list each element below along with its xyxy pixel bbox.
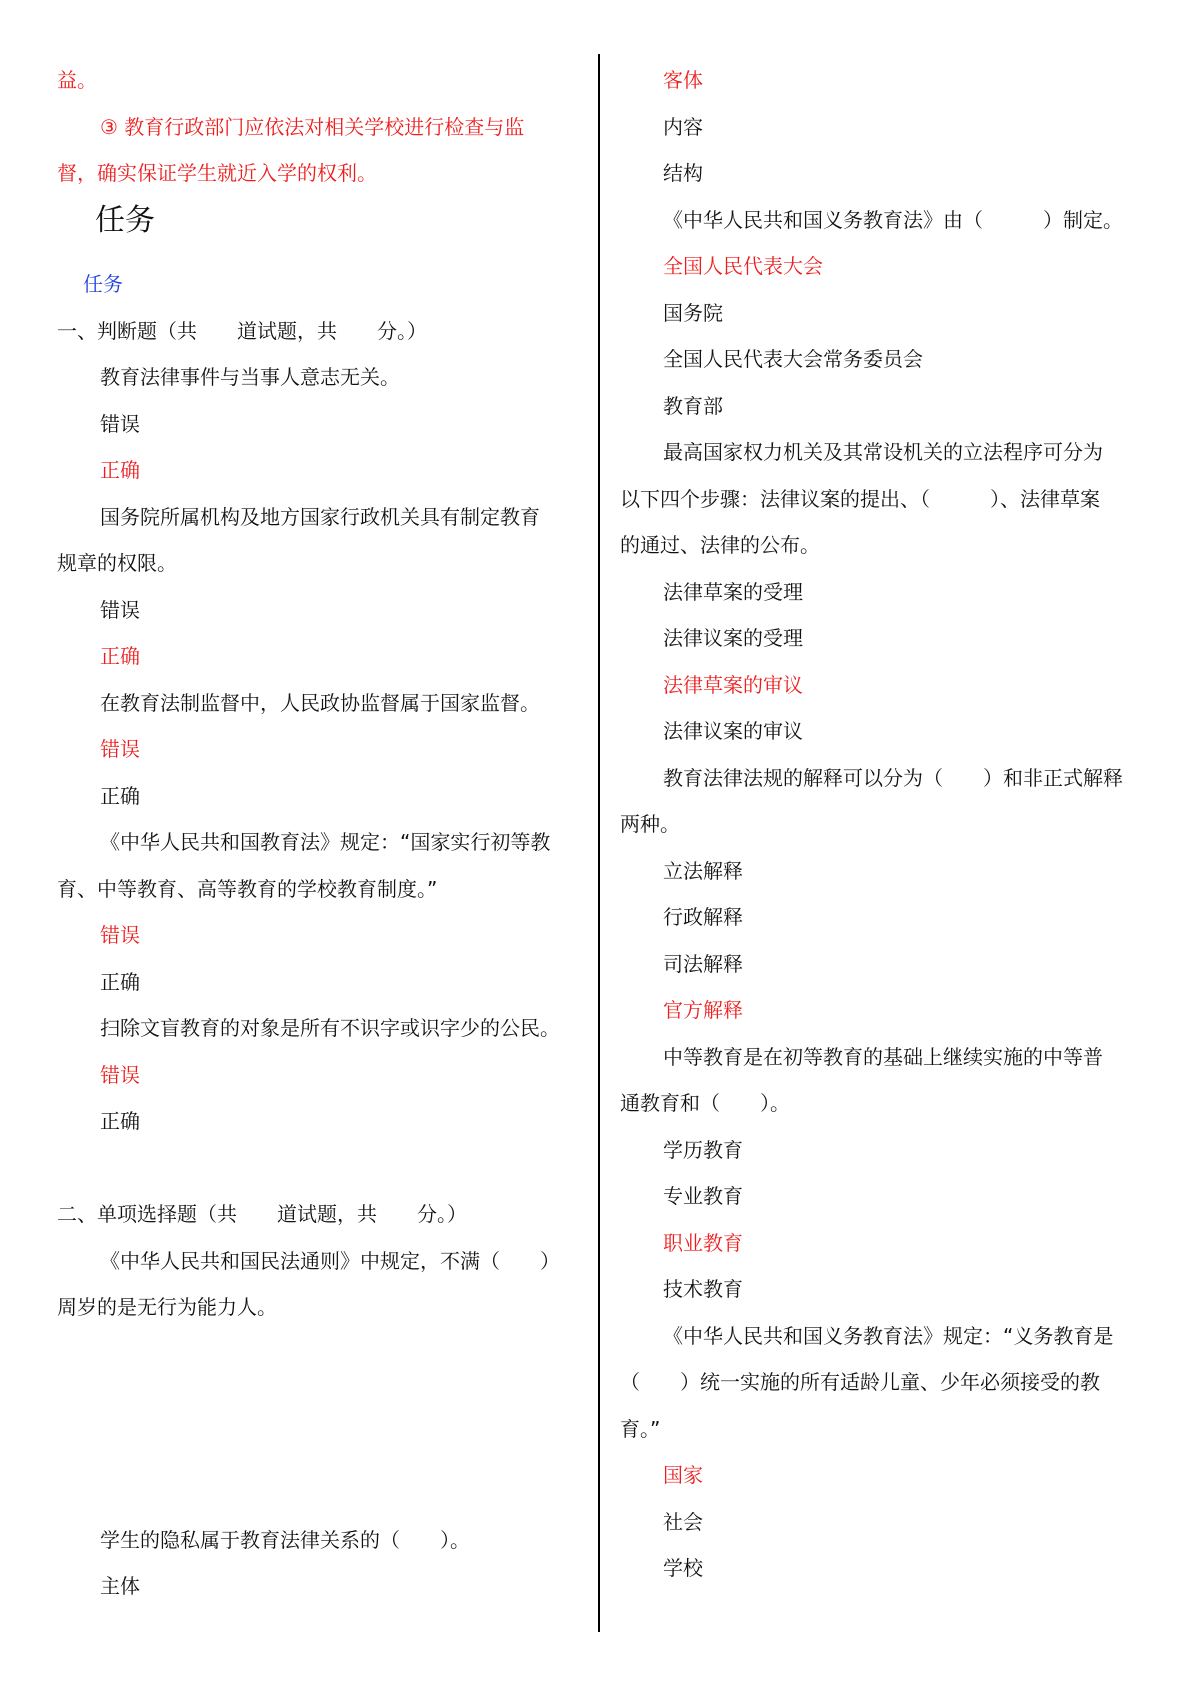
option-item[interactable]: 法律议案的审议 bbox=[663, 719, 803, 743]
option-correct[interactable]: 正确 bbox=[100, 784, 140, 808]
question-text-cont: 育。” bbox=[620, 1417, 661, 1441]
option-wrong[interactable]: 错误 bbox=[100, 737, 140, 761]
question-text: 最高国家权力机关及其常设机关的立法程序可分为 bbox=[663, 440, 1103, 464]
question-text-cont: 两种。 bbox=[620, 812, 680, 836]
question-text: 国务院所属机构及地方国家行政机关具有制定教育 bbox=[100, 505, 540, 529]
question-text-cont: 周岁的是无行为能力人。 bbox=[57, 1295, 277, 1319]
option-item[interactable]: 国家 bbox=[663, 1463, 703, 1487]
question-text-cont: （ ）统一实施的所有适龄儿童、少年必须接受的教 bbox=[620, 1370, 1100, 1394]
option-item[interactable]: 法律议案的受理 bbox=[663, 626, 803, 650]
text-fragment: 益。 bbox=[57, 68, 97, 92]
option-wrong[interactable]: 错误 bbox=[100, 598, 140, 622]
question-text: 《中华人民共和国义务教育法》由（ ）制定。 bbox=[663, 208, 1123, 232]
option-item[interactable]: 学校 bbox=[663, 1556, 703, 1580]
option-item[interactable]: 官方解释 bbox=[663, 998, 743, 1022]
point-3-line-1: ③ 教育行政部门应依法对相关学校进行检查与监 bbox=[100, 115, 525, 139]
question-text-cont: 的通过、法律的公布。 bbox=[620, 533, 820, 557]
section-single-choice-heading: 二、单项选择题（共 道试题，共 分。） bbox=[57, 1202, 467, 1226]
question-text: 《中华人民共和国教育法》规定：“国家实行初等教 bbox=[100, 830, 551, 854]
option-item[interactable]: 主体 bbox=[100, 1574, 140, 1598]
option-item[interactable]: 行政解释 bbox=[663, 905, 743, 929]
option-item[interactable]: 技术教育 bbox=[663, 1277, 743, 1301]
question-text: 教育法律法规的解释可以分为（ ）和非正式解释 bbox=[663, 766, 1123, 790]
question-text: 《中华人民共和国义务教育法》规定：“义务教育是 bbox=[663, 1324, 1114, 1348]
option-item[interactable]: 学历教育 bbox=[663, 1138, 743, 1162]
option-item[interactable]: 结构 bbox=[663, 161, 703, 185]
option-item[interactable]: 全国人民代表大会 bbox=[663, 254, 823, 278]
option-item[interactable]: 法律草案的受理 bbox=[663, 580, 803, 604]
option-item[interactable]: 立法解释 bbox=[663, 859, 743, 883]
option-item[interactable]: 法律草案的审议 bbox=[663, 673, 803, 697]
option-wrong[interactable]: 错误 bbox=[100, 1063, 140, 1087]
question-text: 在教育法制监督中，人民政协监督属于国家监督。 bbox=[100, 691, 540, 715]
option-wrong[interactable]: 错误 bbox=[100, 923, 140, 947]
option-item[interactable]: 客体 bbox=[663, 68, 703, 92]
option-item[interactable]: 职业教育 bbox=[663, 1231, 743, 1255]
point-3-line-2: 督，确实保证学生就近入学的权利。 bbox=[57, 161, 377, 185]
section-judgment-heading: 一、判断题（共 道试题，共 分。） bbox=[57, 319, 427, 343]
question-text-cont: 以下四个步骤：法律议案的提出、（ ）、法律草案 bbox=[620, 487, 1100, 511]
question-text: 学生的隐私属于教育法律关系的（ ）。 bbox=[100, 1528, 470, 1552]
option-wrong[interactable]: 错误 bbox=[100, 412, 140, 436]
option-item[interactable]: 司法解释 bbox=[663, 952, 743, 976]
option-correct[interactable]: 正确 bbox=[100, 458, 140, 482]
option-correct[interactable]: 正确 bbox=[100, 644, 140, 668]
question-text: 教育法律事件与当事人意志无关。 bbox=[100, 365, 400, 389]
option-item[interactable]: 教育部 bbox=[663, 394, 723, 418]
question-text: 中等教育是在初等教育的基础上继续实施的中等普 bbox=[663, 1045, 1103, 1069]
task-link[interactable]: 任务 bbox=[83, 272, 123, 296]
option-correct[interactable]: 正确 bbox=[100, 1109, 140, 1133]
question-text-cont: 通教育和（ ）。 bbox=[620, 1091, 790, 1115]
question-text: 《中华人民共和国民法通则》中规定，不满（ ） bbox=[100, 1249, 560, 1273]
option-item[interactable]: 全国人民代表大会常务委员会 bbox=[663, 347, 923, 371]
option-item[interactable]: 社会 bbox=[663, 1510, 703, 1534]
question-text: 扫除文盲教育的对象是所有不识字或识字少的公民。 bbox=[100, 1016, 560, 1040]
task-heading: 任务 bbox=[95, 203, 155, 238]
option-correct[interactable]: 正确 bbox=[100, 970, 140, 994]
question-text-cont: 育、中等教育、高等教育的学校教育制度。” bbox=[57, 877, 438, 901]
option-item[interactable]: 专业教育 bbox=[663, 1184, 743, 1208]
option-item[interactable]: 内容 bbox=[663, 115, 703, 139]
option-item[interactable]: 国务院 bbox=[663, 301, 723, 325]
question-text-cont: 规章的权限。 bbox=[57, 551, 177, 575]
